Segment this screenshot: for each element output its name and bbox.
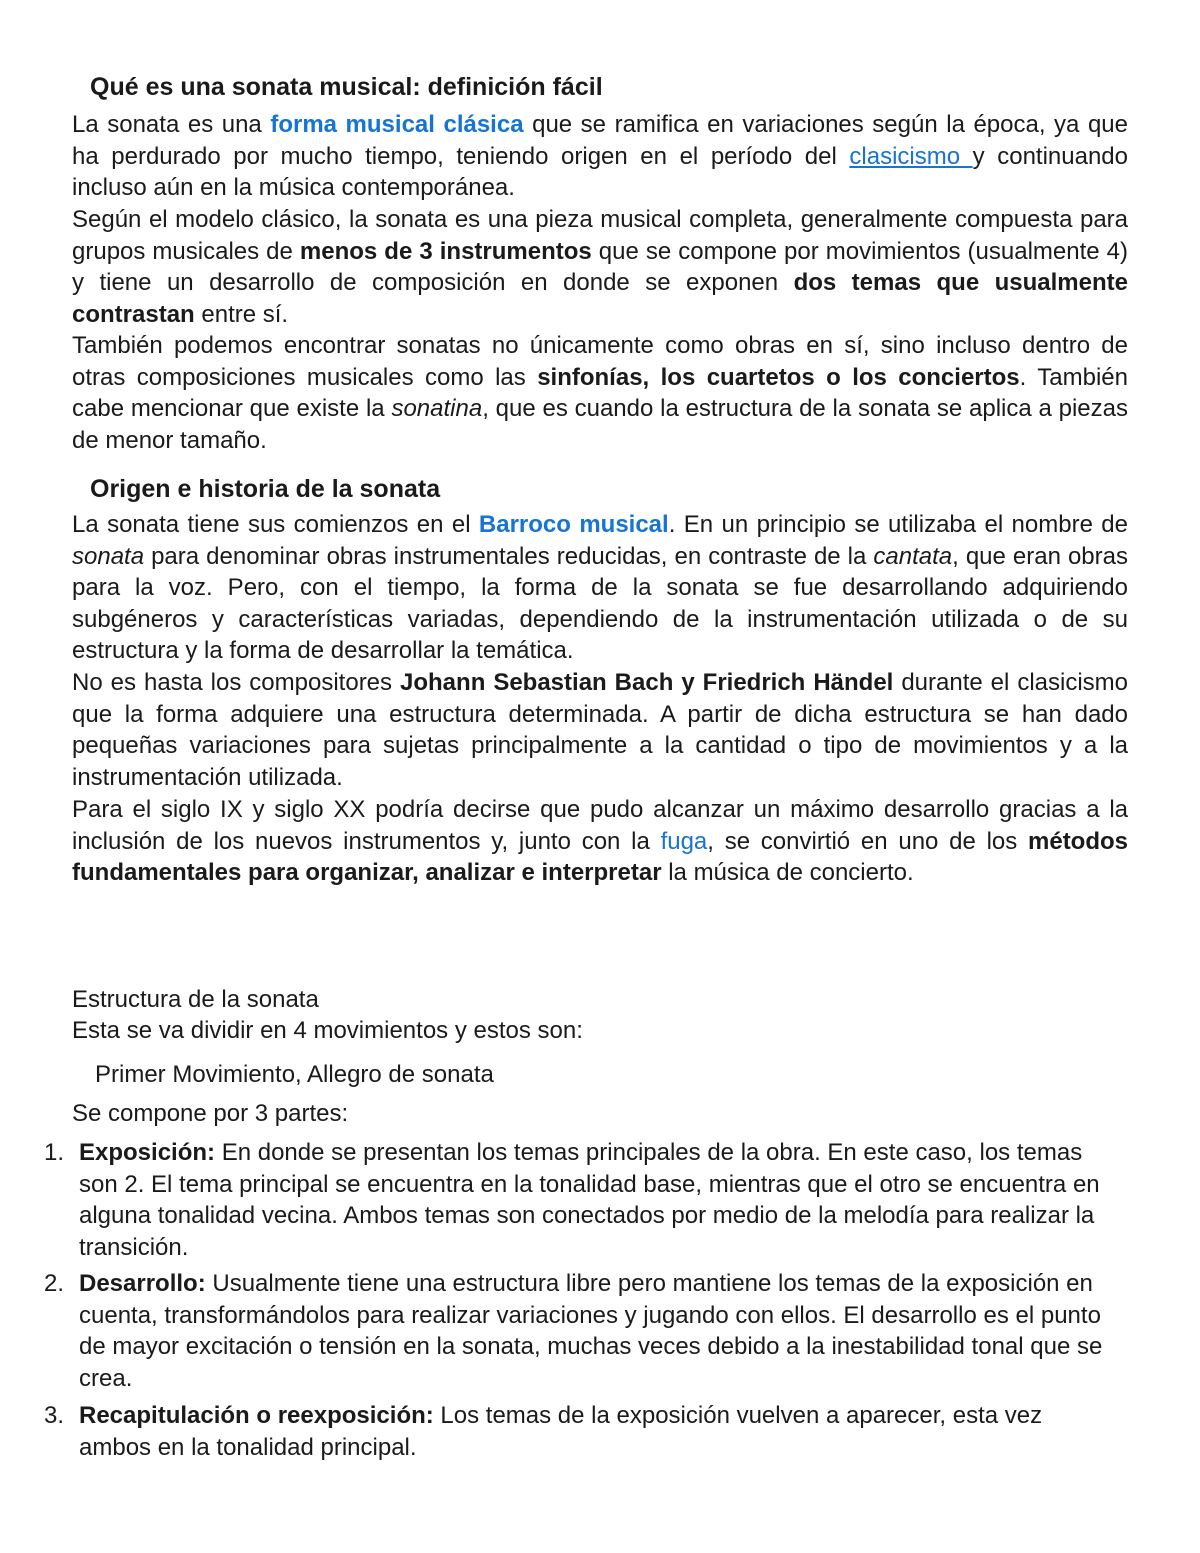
bold-text: dos temas que usualmente contrastan xyxy=(72,269,1128,328)
list-item-text xyxy=(79,1137,1119,1263)
link-clasicismo[interactable]: clasicismo xyxy=(849,142,973,170)
text: , se convirtió en uno de los xyxy=(707,827,1028,855)
bold-text: métodos fundamentales para organizar, analizar e interpretar xyxy=(72,827,1129,887)
movement-heading: Primer Movimiento, Allegro de sonata xyxy=(95,1061,494,1088)
paragraph-modelo-clasico xyxy=(72,204,1128,330)
italic-text: cantata xyxy=(873,542,953,570)
text: También podemos encontrar sonatas no únicamente como obras en sí, sino incluso dentro de otras composiciones musicales como las xyxy=(72,332,1128,391)
paragraph-sonatina xyxy=(72,330,1128,456)
text: Según el modelo clásico, la sonata es una pieza musical completa, generalmente compuesta para grupos musicales de xyxy=(72,206,1128,265)
text: . También cabe mencionar que existe la xyxy=(72,363,1128,423)
text: que se compone por movimientos (usualmente 4) y tiene un desarrollo de composición en donde se exponen xyxy=(72,237,1128,297)
bold-text: sinfonías, los cuartetos o los conciertos xyxy=(537,363,1020,391)
list-item-text xyxy=(79,1400,1119,1463)
section-title-origen: Origen e historia de la sonata xyxy=(90,475,441,503)
section-title-definition: Qué es una sonata musical: definición fácil xyxy=(90,73,603,101)
text: la música de concierto. xyxy=(661,859,914,887)
paragraph-compositores xyxy=(72,667,1128,793)
list-number: 1. xyxy=(44,1139,65,1166)
text: La sonata tiene sus comienzos en el xyxy=(72,511,479,538)
parts-intro: Se compone por 3 partes: xyxy=(72,1100,349,1127)
paragraph-barroco xyxy=(72,509,1128,667)
italic-text: sonata xyxy=(72,542,145,570)
list-term: Desarrollo: xyxy=(79,1270,206,1297)
paragraph-siglo xyxy=(72,794,1128,889)
text: y continuando incluso aún en la música contemporánea. xyxy=(72,142,1129,202)
list-term: Recapitulación o reexposición: xyxy=(79,1402,434,1429)
text: que se ramifica en variaciones según la época, ya que ha perdurado por mucho tiempo, teniendo origen en el período del xyxy=(72,111,1128,170)
text: , que es cuando la estructura de la sonata se aplica a piezas de menor tamaño. xyxy=(72,395,1128,454)
estructura-intro: Esta se va dividir en 4 movimientos y estos son: xyxy=(72,1017,583,1044)
list-description: Usualmente tiene una estructura libre pero mantiene los temas de la exposición en cuenta, transformándolos para realizar variaciones y jugando con ellos. El desarrollo es el punto de mayor excitación o tensión en la sonata, muchas veces debido a la inestabilidad tonal que se crea. xyxy=(79,1270,1103,1392)
bold-text: menos de 3 instrumentos xyxy=(299,237,592,265)
italic-text: sonatina xyxy=(391,395,483,423)
list-description: En donde se presentan los temas principales de la obra. En este caso, los temas son 2. El tema principal se encuentra en la tonalidad base, mientras que el otro se encuentra en alguna tonalidad vecina. Ambos temas son conectados por medio de la melodía para realizar la transición. xyxy=(79,1139,1100,1261)
link-fuga[interactable]: fuga xyxy=(660,827,708,855)
text: para denominar obras instrumentales reducidas, en contraste de la xyxy=(144,542,874,570)
list-description: Los temas de la exposición vuelven a aparecer, esta vez ambos en la tonalidad principal. xyxy=(79,1402,1043,1461)
list-term: Exposición: xyxy=(79,1139,216,1166)
link-forma-musical-clasica[interactable]: forma musical clásica xyxy=(270,111,533,138)
paragraph-definition xyxy=(72,109,1128,204)
text: entre sí. xyxy=(194,300,289,328)
text: , que eran obras para la voz. Pero, con el tiempo, la forma de la sonata se fue desarrollando adquiriendo subgéneros y características variadas, dependiendo de la instrumentación utilizada o de su estructura y la forma de desarrollar la temática. xyxy=(72,542,1128,665)
text: . En un principio se utilizaba el nombre de xyxy=(668,511,1128,538)
text: Para el siglo IX y siglo XX podría decirse que pudo alcanzar un máximo desarrollo gracias a la inclusión de los nuevos instrumentos y, junto con la xyxy=(72,796,1128,855)
text: durante el clasicismo que la forma adquiere una estructura determinada. A partir de dicha estructura se han dado pequeñas variaciones para sujetas principalmente a la cantidad o tipo de movimientos y a la instrumentación utilizada. xyxy=(72,669,1129,791)
section-title-estructura: Estructura de la sonata xyxy=(72,986,319,1013)
bold-text: Johann Sebastian Bach y Friedrich Händel xyxy=(400,669,894,696)
text: No es hasta los compositores xyxy=(72,669,401,696)
list-item-text xyxy=(79,1268,1119,1394)
link-barroco-musical[interactable]: Barroco musical xyxy=(478,511,669,538)
list-number: 2. xyxy=(44,1270,65,1297)
text: La sonata es una xyxy=(72,111,271,138)
list-number: 3. xyxy=(44,1402,65,1429)
